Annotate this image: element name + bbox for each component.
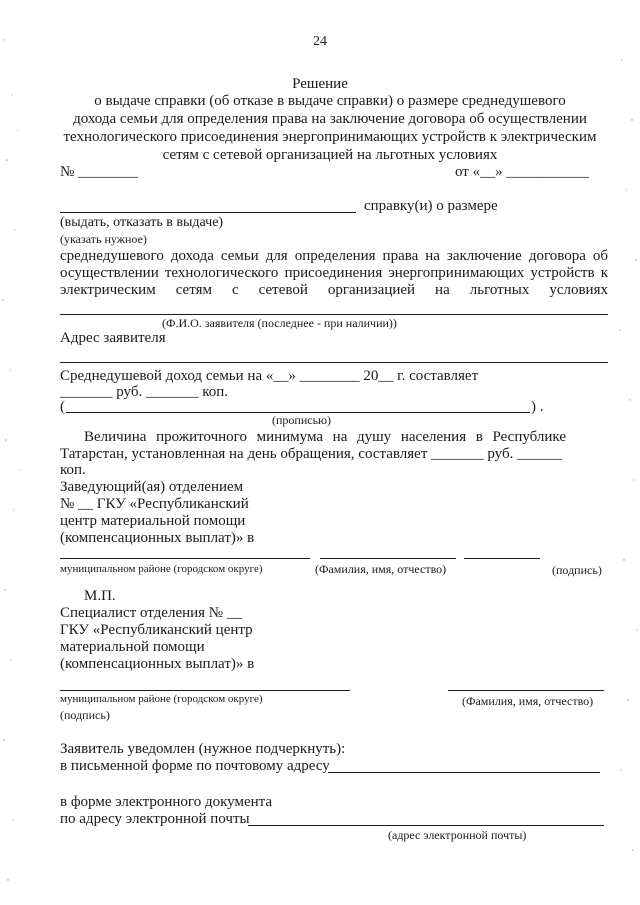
specialist-position-line: Специалист отделения № __ <box>60 605 242 621</box>
head-sign-hint: (подпись) <box>552 563 602 577</box>
subsistence-line: коп. <box>60 462 86 478</box>
page-number: 24 <box>313 34 327 49</box>
issue-hint: (выдать, отказать в выдаче) <box>60 215 224 230</box>
specialist-position-line: ГКУ «Республиканский центр <box>60 622 253 638</box>
income-words-open: ( <box>60 399 65 415</box>
head-position-line: № __ ГКУ «Республиканский <box>60 496 249 512</box>
subsistence-line: Татарстан, установленная на день обращения, составляет _______ руб. ______ <box>60 446 563 462</box>
heading-line: дохода семьи для определения права на заключение договора об осуществлении <box>73 111 587 127</box>
spec-sign-hint: (подпись) <box>60 708 110 722</box>
applicant-fio-hint: (Ф.И.О. заявителя (последнее - при наличии)) <box>162 316 397 330</box>
heading-line: технологического присоединения энергопринимающих устройств к электрическим <box>63 129 597 145</box>
decision-date-field: от «__» ___________ <box>455 164 589 180</box>
specialist-position-line: (компенсационных выплат)» в <box>60 656 255 672</box>
head-district-hint: муниципальном районе (городском округе) <box>60 563 263 575</box>
head-position-line: Заведующий(ая) отделением <box>60 479 244 495</box>
heading-line: сетям с сетевой организацией на льготных условиях <box>162 147 498 163</box>
specialist-position-line: материальной помощи <box>60 639 205 655</box>
applicant-fio-blank <box>60 314 608 315</box>
notify-mail-option: в письменной форме по почтовому адресу <box>60 758 330 774</box>
document-title: Решение <box>292 76 348 92</box>
subsistence-line: Величина прожиточного минимума на душу населения в Республике <box>84 429 566 445</box>
heading-line: о выдаче справки (об отказе в выдаче справки) о размере среднедушевого <box>94 93 566 109</box>
head-sign-blank <box>464 558 540 559</box>
body-line: среднедушевого дохода семьи для определения права на заключение договора об <box>60 248 608 264</box>
spec-district-blank <box>60 690 350 691</box>
income-words-close: ) . <box>531 399 544 415</box>
head-position-line: центр материальной помощи <box>60 513 246 529</box>
body-line: осуществлении технологического присоединения энергопринимающих устройств к <box>60 265 608 281</box>
spec-fio-hint: (Фамилия, имя, отчество) <box>462 694 594 708</box>
issue-decision-blank <box>60 212 356 213</box>
address-blank <box>60 362 608 363</box>
spec-district-hint: муниципальном районе (городском округе) <box>60 693 263 705</box>
head-position-line: (компенсационных выплат)» в <box>60 530 255 546</box>
notify-electronic-option: по адресу электронной почты <box>60 811 250 827</box>
head-district-blank <box>60 558 310 559</box>
email-hint: (адрес электронной почты) <box>388 828 527 842</box>
income-line: Среднедушевой доход семьи на «__» ________ 20__ г. составляет <box>60 368 479 384</box>
income-amount-line: _______ руб. _______ коп. <box>60 384 229 400</box>
address-label: Адрес заявителя <box>60 330 166 346</box>
spec-fio-blank <box>448 690 604 691</box>
stamp-place: М.П. <box>84 588 116 604</box>
notify-electronic-option: в форме электронного документа <box>60 794 273 810</box>
head-fio-hint: (Фамилия, имя, отчество) <box>315 562 447 576</box>
issue-tail-text: справку(и) о размере <box>364 198 498 214</box>
notify-title: Заявитель уведомлен (нужное подчеркнуть): <box>60 741 346 757</box>
email-address-blank <box>248 825 604 826</box>
postal-address-blank <box>328 772 600 773</box>
decision-number-field: № ________ <box>60 164 139 180</box>
specify-hint: (указать нужное) <box>60 232 147 246</box>
head-fio-blank <box>320 558 456 559</box>
body-line: электрическим сетям с сетевой организацией на льготных условиях <box>60 282 608 298</box>
in-words-hint: (прописью) <box>272 413 332 427</box>
